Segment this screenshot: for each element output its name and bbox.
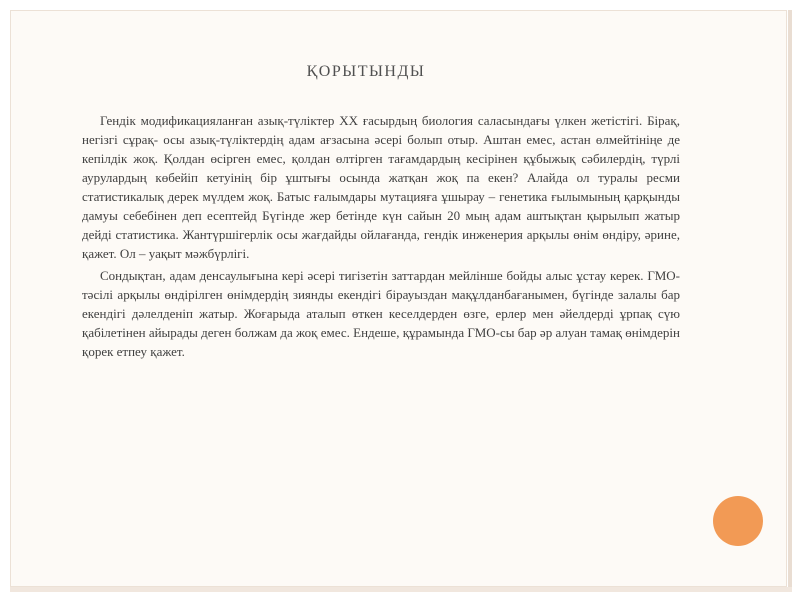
orange-circle-icon <box>713 496 763 546</box>
frame-right-shadow <box>788 10 792 587</box>
frame-bottom-shadow <box>10 587 792 592</box>
slide-body <box>82 111 680 364</box>
paragraph-1: Гендік модификацияланған азық-түліктер XX ғасырдың биология саласындағы үлкен жетістігі. Бірақ, негізгі сұрақ- осы азық-түліктердің адам ағзасына әсері болып отыр. Аштан емес, астан өлмейтініңе де кепілдік жоқ. Қолдан өсірген емес, қолдан өлтірген тағамдардың кесірінен құбыжық сәбилердің, түрлі аурулардың көбейіп кетуінің бір ұштығы осында жатқан жоқ па екен? Алайда ол туралы ресми статистикалық дерек мүлдем жоқ. Батыс ғалымдары мутацияға ұшырау – генетика ғылымының қарқынды дамуы себебінен деп есептейд Бүгінде жер бетінде күн сайын 20 мың адам аштықтан қырылып жатыр дейді статистика. Жантүршігерлік осы жағдайды ойлағанда, гендік инженерия арқылы өнім өндіру, әрине, қажет. Ол – уақыт мәжбүрлігі. <box>82 113 680 261</box>
paragraph-2: Сондықтан, адам денсаулығына кері әсері тигізетін заттардан мейлінше бойды алыс ұстау керек. ГМО-тәсілі арқылы өндірілген өнімдердің зиянды екендігі бірауыздан мақұлданбағанымен, бүгінде залалы бар екендігі дәлелденіп жатыр. Жоғарыда аталып өткен кеселдерден өзге, ерлер мен әйелдерді ұрпақ сүю қабілетінен айырады деген болжам да жоқ емес. Ендеше, құрамында ГМО-сы бар әр алуан тамақ өнімдерін қорек етпеу қажет. <box>82 268 680 359</box>
slide-title: ҚОРЫТЫНДЫ <box>306 63 426 80</box>
